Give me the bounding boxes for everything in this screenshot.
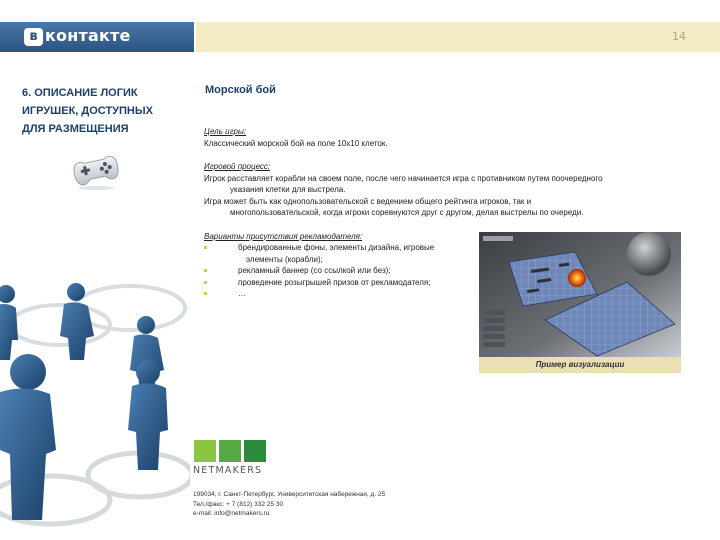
list-item-continuation: элементы (корабли); <box>246 254 323 264</box>
ad-label: Варианты присутствия рекламодателя: <box>204 231 363 241</box>
logo-square <box>244 440 266 462</box>
email-link[interactable]: e-mail: info@netmakers.ru <box>193 510 270 517</box>
bullet-icon <box>204 269 207 272</box>
people-illustration <box>0 280 190 540</box>
vk-logo-bar <box>0 22 194 52</box>
vk-logo-text: контакте <box>45 26 131 45</box>
goal-text: Классический морской бой на поле 10х10 клеток. <box>204 138 388 148</box>
logo-square <box>219 440 241 462</box>
gamepad-icon <box>70 150 122 190</box>
process-line-1: Игрок расставляет корабли на своем поле, после чего начинается игра с противником путем поочередного <box>204 173 603 183</box>
list-item: рекламный баннер (со ссылкой или без); <box>204 265 674 277</box>
bullet-icon <box>204 281 207 284</box>
list-item: проведение розыгрышей призов от рекламодателя; <box>204 277 674 289</box>
phone: Тел./факс: + 7 (812) 332 25 30 <box>193 500 284 508</box>
bullet-icon <box>204 292 207 295</box>
logo-square <box>194 440 216 462</box>
bullet-icon <box>204 246 207 249</box>
page-number: 14 <box>672 30 686 43</box>
process-line-2: указания клетки для выстрела. <box>230 185 346 194</box>
list-item: брендированные фоны, элементы дизайна, игровые <box>204 242 674 254</box>
list-item: … <box>204 288 674 300</box>
contact-info <box>193 490 385 519</box>
vk-logo-icon: в <box>24 28 43 46</box>
process-line-4: многопользовательской, когда игроки соревнуются друг с другом, делая выстрелы по очереди. <box>230 208 584 217</box>
address: 199034, г. Санкт-Петербург, Университетская набережная, д. 25 <box>193 491 386 498</box>
section-title-line-3: ДЛЯ РАЗМЕЩЕНИЯ <box>22 123 129 135</box>
process-line-3: Игра может быть как однопользовательской с ведением общего рейтинга игроков, так и <box>204 196 532 206</box>
game-title: Морской бой <box>205 84 276 96</box>
section-title-line-1: 6. ОПИСАНИЕ ЛОГИК <box>22 87 138 99</box>
section-title-line-2: ИГРУШЕК, ДОСТУПНЫХ <box>22 105 153 117</box>
battleship-screenshot <box>479 232 681 373</box>
header-bar <box>196 22 720 52</box>
section-title <box>22 84 182 138</box>
goal-label: Цель игры: <box>204 127 247 136</box>
visualization-caption: Пример визуализации <box>479 357 681 373</box>
company-name: NETMAKERS <box>193 465 263 476</box>
process-label: Игровой процесс: <box>204 162 271 171</box>
